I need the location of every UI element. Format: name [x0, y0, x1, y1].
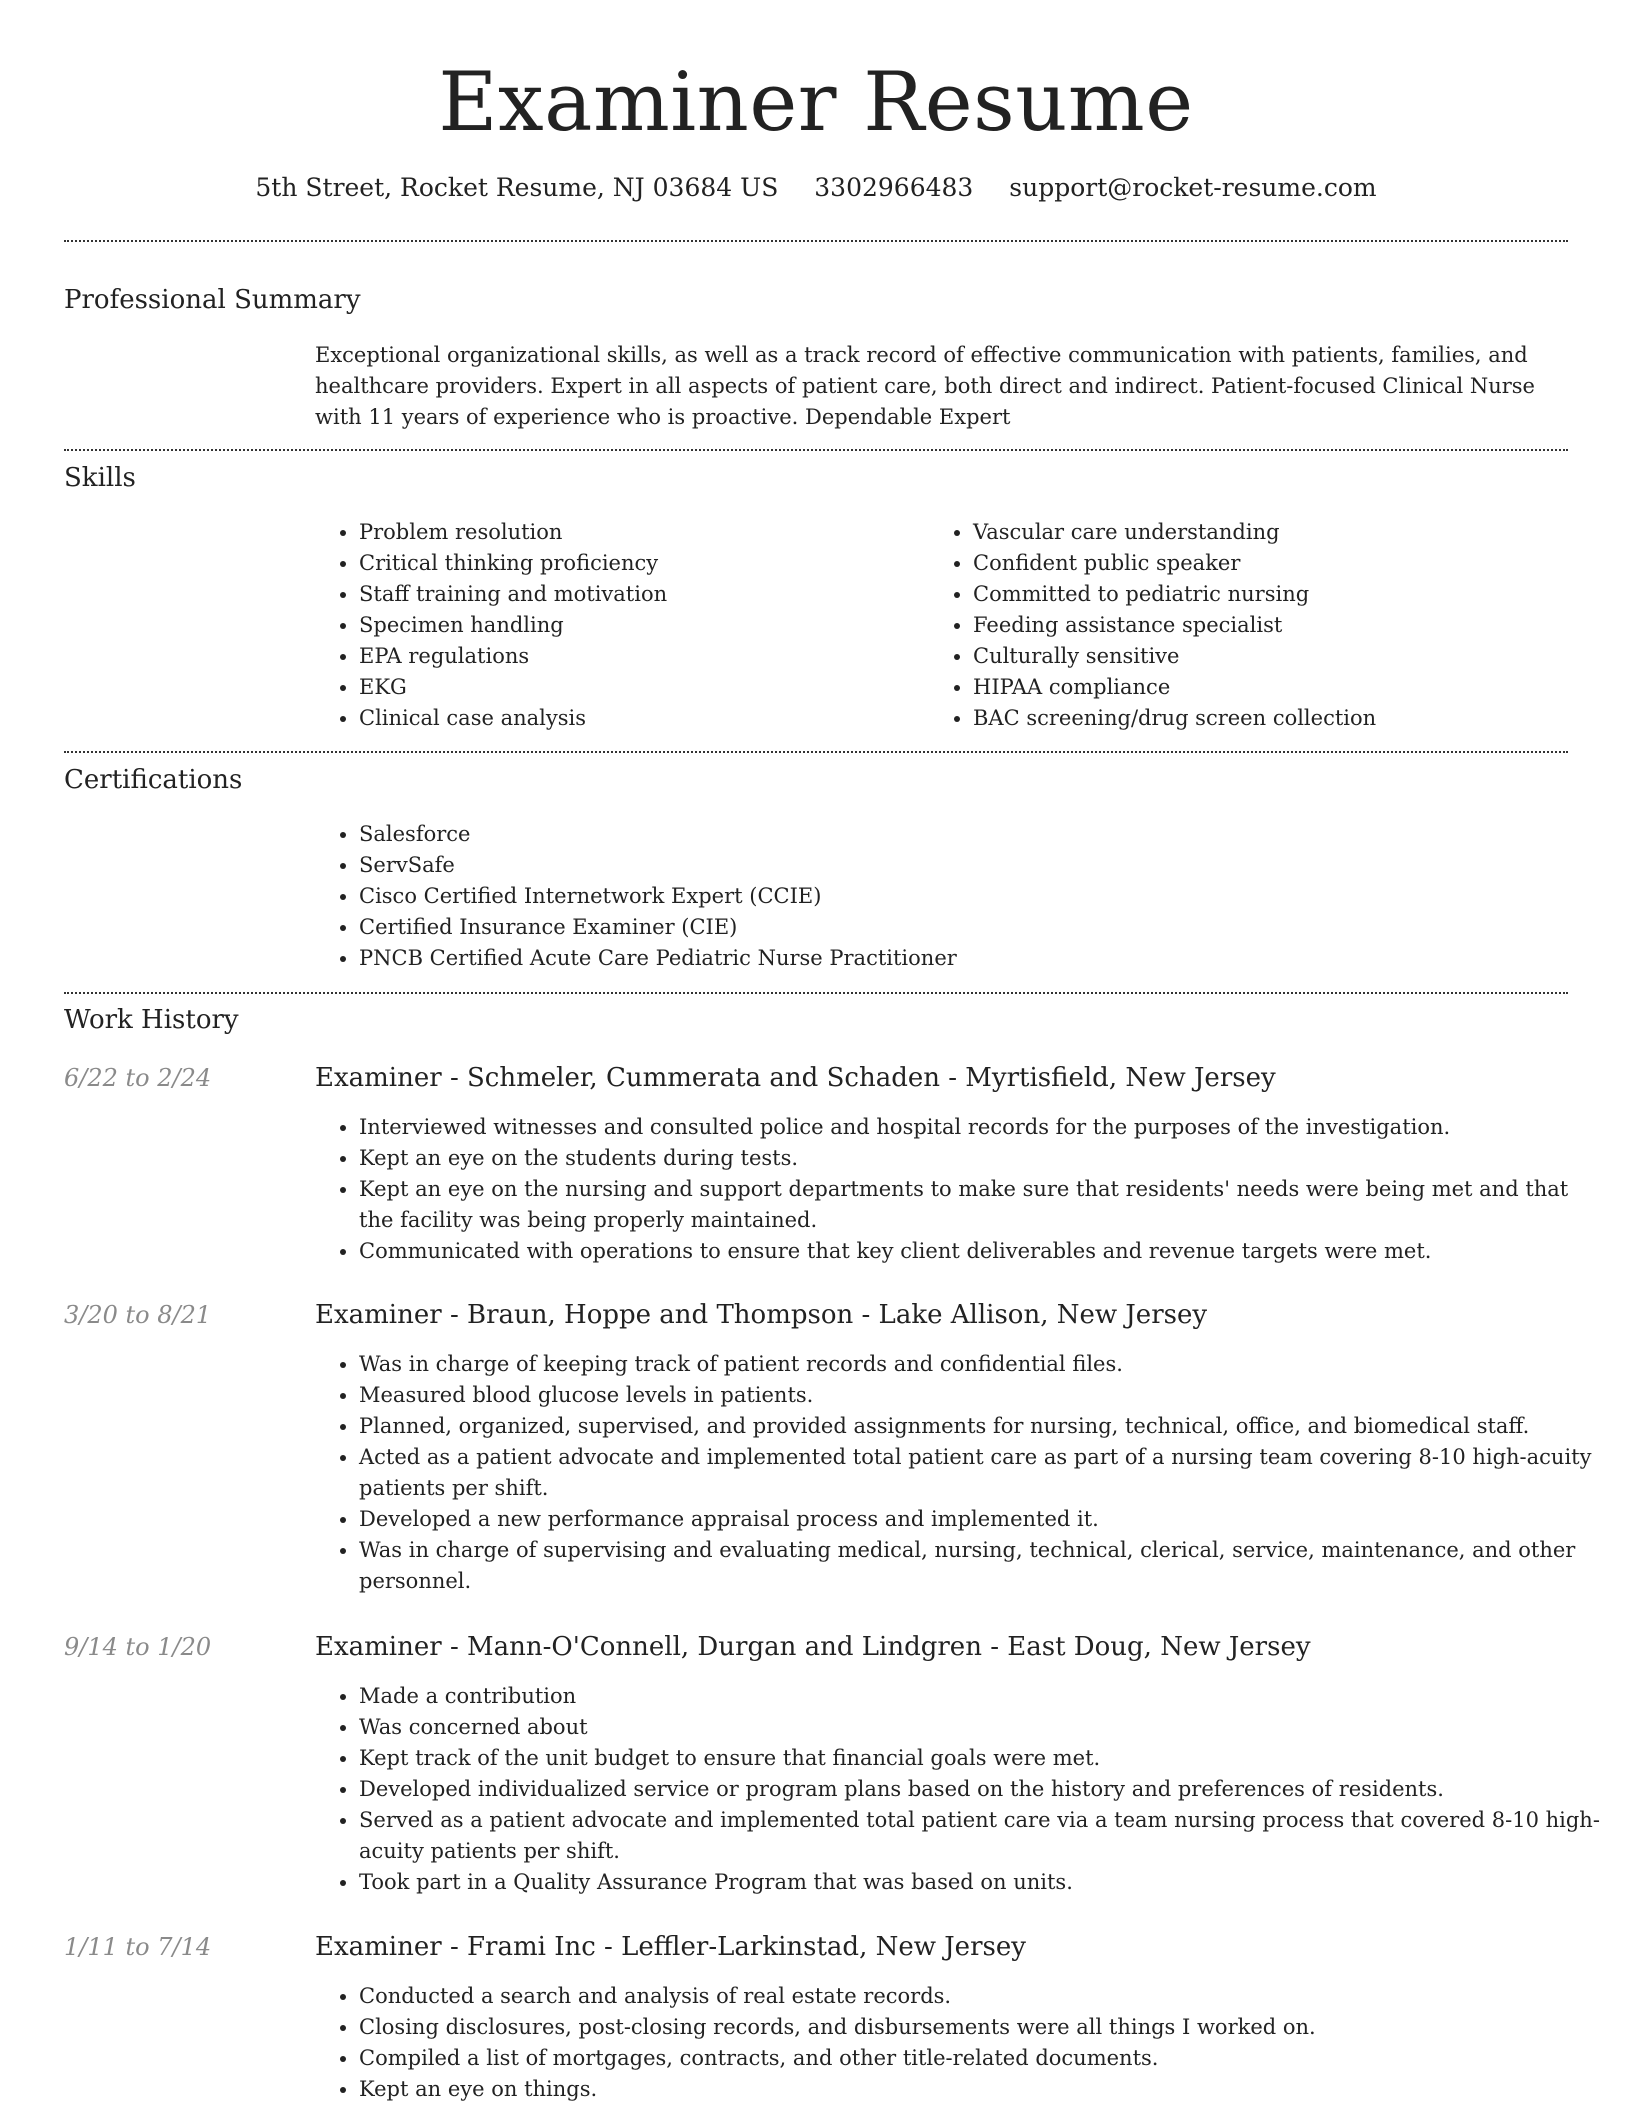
- job-dates: 6/22 to 2/24: [64, 1064, 212, 1092]
- job-bullet: • Interviewed witnesses and consulted police and hospital records for the purposes of the investigation.: [359, 1112, 1609, 1143]
- job-bullets: [315, 1349, 1609, 1597]
- contact-phone: 3302966483: [814, 173, 974, 202]
- job-bullet: • Kept track of the unit budget to ensure that financial goals were met.: [359, 1743, 1609, 1774]
- divider: [64, 992, 1568, 994]
- certification-item: • ServSafe: [359, 850, 1599, 881]
- summary-text: Exceptional organizational skills, as well as a track record of effective communication with patients, families, and healthcare providers. Expert in all aspects of patient care, both direct and indirect. Patient-focused Clinical Nurse with 11 years of experience who is proactive. Dependable Expert: [315, 343, 1535, 429]
- job-bullet: • Made a contribution: [359, 1681, 1609, 1712]
- job-title: Examiner - Schmeler, Cummerata and Schaden - Myrtisfield, New Jersey: [315, 1063, 1276, 1093]
- job-dates: 1/11 to 7/14: [64, 1933, 212, 1961]
- certifications-list: [315, 819, 1599, 974]
- skill-item: • Staff training and motivation: [359, 579, 919, 610]
- job-bullet: • Acted as a patient advocate and implemented total patient care as part of a nursing team covering 8-10 high-acuity patients per shift.: [359, 1442, 1609, 1504]
- job-bullet: • Was concerned about: [359, 1712, 1609, 1743]
- skill-item: • Culturally sensitive: [973, 641, 1603, 672]
- certification-item: • Cisco Certified Internetwork Expert (CCIE): [359, 881, 1599, 912]
- job-bullet: • Measured blood glucose levels in patients.: [359, 1380, 1609, 1411]
- job-title: Examiner - Mann-O'Connell, Durgan and Lindgren - East Doug, New Jersey: [315, 1632, 1311, 1662]
- skill-item: • BAC screening/drug screen collection: [973, 703, 1603, 734]
- divider: [64, 751, 1568, 753]
- contact-line: [0, 168, 1632, 208]
- job-bullets: [315, 1681, 1609, 1898]
- skill-item: • Critical thinking proficiency: [359, 548, 919, 579]
- contact-address: 5th Street, Rocket Resume, NJ 03684 US: [255, 173, 779, 202]
- skill-item: • Clinical case analysis: [359, 703, 919, 734]
- skills-list-right: [929, 517, 1603, 734]
- skill-item: • Confident public speaker: [973, 548, 1603, 579]
- resume-name: Examiner Resume: [438, 56, 1194, 150]
- job-bullet: • Developed individualized service or program plans based on the history and preferences of residents.: [359, 1774, 1609, 1805]
- job-bullet: • Kept an eye on the students during tests.: [359, 1143, 1609, 1174]
- skill-item: • EPA regulations: [359, 641, 919, 672]
- skill-item: • Specimen handling: [359, 610, 919, 641]
- skill-item: • Vascular care understanding: [973, 517, 1603, 548]
- skill-item: • EKG: [359, 672, 919, 703]
- job-bullet: • Compiled a list of mortgages, contracts, and other title-related documents.: [359, 2043, 1609, 2074]
- job-bullets: [315, 1981, 1609, 2105]
- divider: [64, 449, 1568, 451]
- certification-item: • Certified Insurance Examiner (CIE): [359, 912, 1599, 943]
- section-title-certifications: Certifications: [64, 765, 243, 795]
- job-bullet: • Developed a new performance appraisal process and implemented it.: [359, 1504, 1609, 1535]
- skill-item: • Committed to pediatric nursing: [973, 579, 1603, 610]
- job-bullets: [315, 1112, 1609, 1267]
- job-dates: 9/14 to 1/20: [64, 1633, 212, 1661]
- section-title-skills: Skills: [64, 463, 136, 493]
- skills-list-left: [315, 517, 919, 734]
- job-title: Examiner - Braun, Hoppe and Thompson - Lake Allison, New Jersey: [315, 1300, 1208, 1330]
- section-title-work-history: Work History: [64, 1005, 239, 1035]
- skill-item: • Problem resolution: [359, 517, 919, 548]
- job-dates: 3/20 to 8/21: [64, 1301, 212, 1329]
- job-bullet: • Took part in a Quality Assurance Program that was based on units.: [359, 1867, 1609, 1898]
- divider: [64, 240, 1568, 242]
- certification-item: • PNCB Certified Acute Care Pediatric Nurse Practitioner: [359, 943, 1599, 974]
- job-bullet: • Was in charge of supervising and evaluating medical, nursing, technical, clerical, service, maintenance, and other personnel.: [359, 1535, 1609, 1597]
- skill-item: • Feeding assistance specialist: [973, 610, 1603, 641]
- job-bullet: • Planned, organized, supervised, and provided assignments for nursing, technical, office, and biomedical staff.: [359, 1411, 1609, 1442]
- job-bullet: • Served as a patient advocate and implemented total patient care via a team nursing process that covered 8-10 high-acuity patients per shift.: [359, 1805, 1609, 1867]
- job-title: Examiner - Frami Inc - Leffler-Larkinstad, New Jersey: [315, 1932, 1026, 1962]
- job-bullet: • Kept an eye on things.: [359, 2074, 1609, 2105]
- certification-item: • Salesforce: [359, 819, 1599, 850]
- section-title-summary: Professional Summary: [64, 285, 361, 315]
- job-bullet: • Kept an eye on the nursing and support departments to make sure that residents' needs were being met and that the facility was being properly maintained.: [359, 1174, 1609, 1236]
- job-bullet: • Was in charge of keeping track of patient records and confidential files.: [359, 1349, 1609, 1380]
- job-bullet: • Closing disclosures, post-closing records, and disbursements were all things I worked on.: [359, 2012, 1609, 2043]
- skill-item: • HIPAA compliance: [973, 672, 1603, 703]
- contact-email: support@rocket-resume.com: [1009, 173, 1377, 202]
- job-bullet: • Communicated with operations to ensure that key client deliverables and revenue targets were met.: [359, 1236, 1609, 1267]
- job-bullet: • Conducted a search and analysis of real estate records.: [359, 1981, 1609, 2012]
